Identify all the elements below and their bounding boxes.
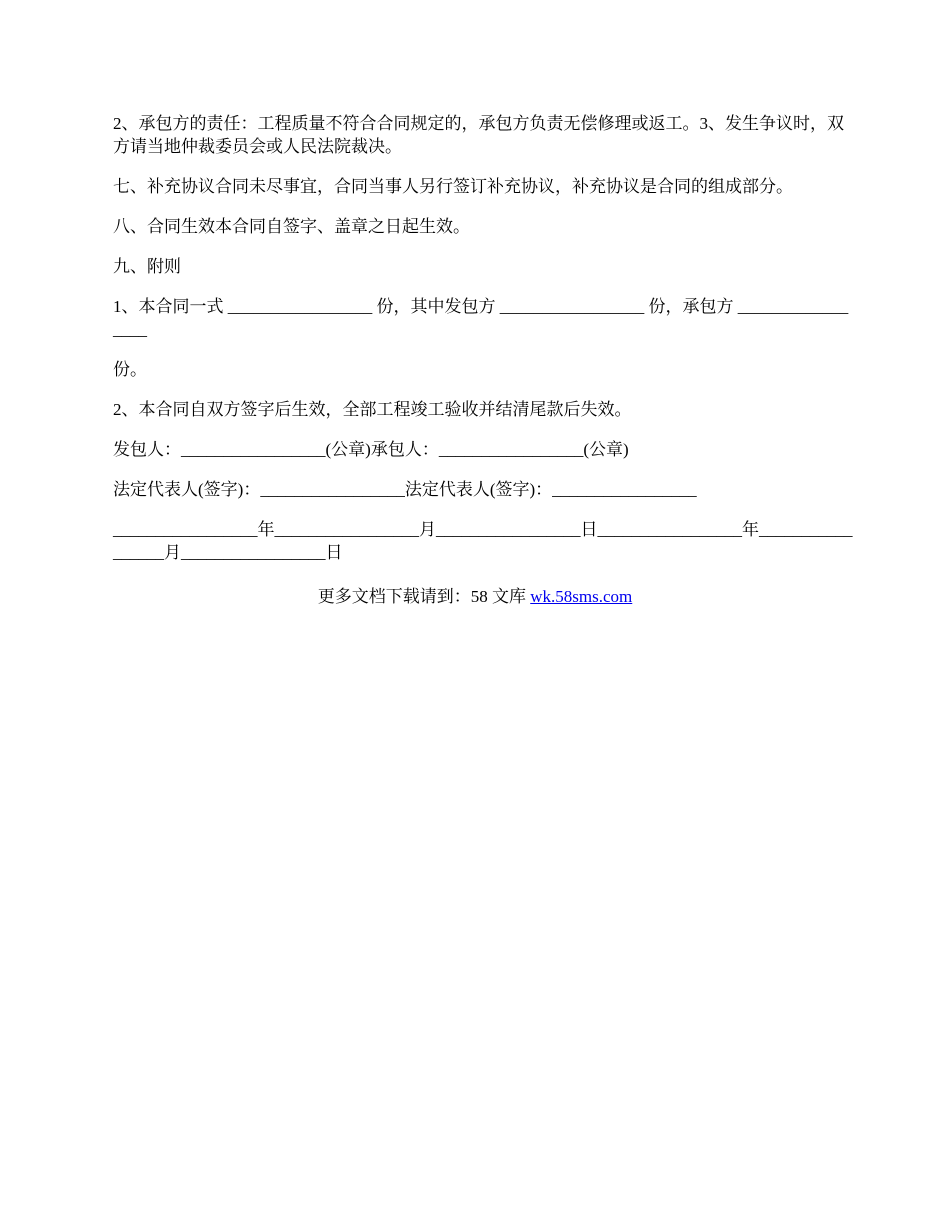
paragraph-supplementary-agreement: 七、补充协议合同未尽事宜，合同当事人另行签订补充协议，补充协议是合同的组成部分。: [113, 177, 793, 196]
document-body: [113, 112, 853, 581]
download-footer: [0, 585, 950, 608]
signature-date-line: _________________年_________________月_________________日_________________年_________________月_________________日: [113, 520, 853, 562]
paragraph-copies-unit: 份。: [113, 360, 147, 379]
footer-link[interactable]: wk.58sms.com: [530, 587, 633, 606]
paragraph-appendix-heading: 九、附则: [113, 257, 181, 276]
footer-prefix: 更多文档下载请到：58 文库: [317, 587, 531, 606]
paragraph-copies: 1、本合同一式 _________________ 份，其中发包方 _________________ 份，承包方 _________________: [113, 297, 849, 339]
paragraph-contract-effective: 八、合同生效本合同自签字、盖章之日起生效。: [113, 217, 470, 236]
paragraph-validity: 2、本合同自双方签字后生效，全部工程竣工验收并结清尾款后失效。: [113, 400, 632, 419]
signature-parties-line: 发包人：_________________(公章)承包人：_________________(公章): [113, 440, 629, 459]
paragraph-contractor-responsibility: 2、承包方的责任：工程质量不符合合同规定的，承包方负责无偿修理或返工。3、发生争议时，双方请当地仲裁委员会或人民法院裁决。: [113, 114, 844, 156]
signature-representatives-line: 法定代表人(签字)：_________________法定代表人(签字)：_________________: [113, 480, 697, 499]
